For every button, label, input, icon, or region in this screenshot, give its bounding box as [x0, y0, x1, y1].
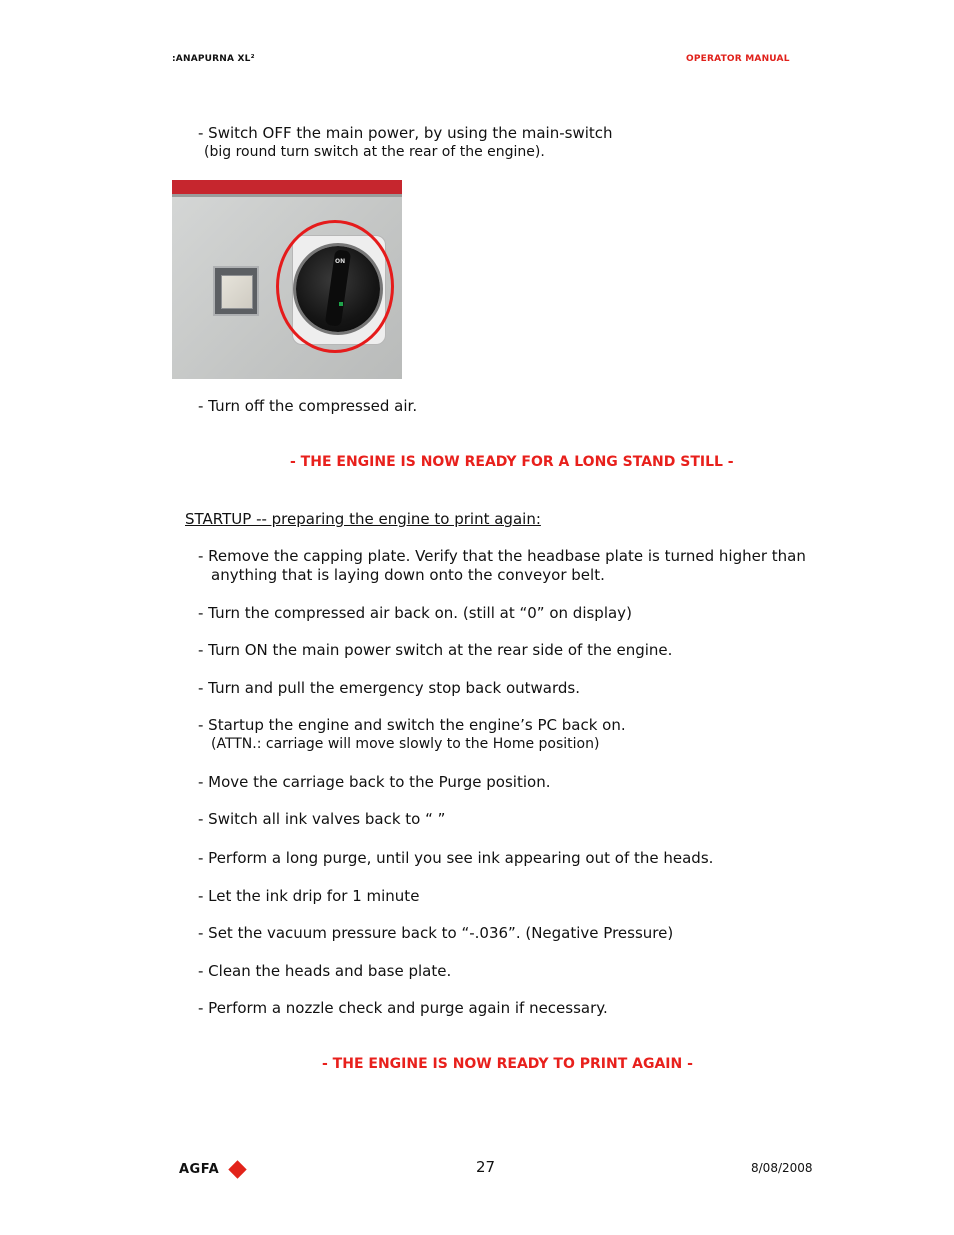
startup-step: - Let the ink drip for 1 minute: [198, 887, 420, 905]
alert-standstill: - THE ENGINE IS NOW READY FOR A LONG STAND STILL -: [290, 454, 734, 470]
startup-step: - Clean the heads and base plate.: [198, 962, 452, 980]
highlight-circle: [276, 220, 394, 353]
switch-on-label: ON: [335, 258, 346, 265]
startup-step: - Perform a nozzle check and purge again if necessary.: [198, 999, 608, 1017]
startup-step: - Remove the capping plate. Verify that the headbase plate is turned higher than: [198, 547, 806, 565]
machine-red-trim: [172, 180, 402, 194]
agfa-logo: [179, 1160, 251, 1182]
startup-step: - Switch all ink valves back to “ ”: [198, 810, 446, 828]
alert-ready-to-print: - THE ENGINE IS NOW READY TO PRINT AGAIN -: [322, 1056, 693, 1072]
startup-step: - Turn and pull the emergency stop back outwards.: [198, 679, 580, 697]
startup-step: - Turn ON the main power switch at the rear side of the engine.: [198, 641, 673, 659]
startup-step: - Set the vacuum pressure back to “-.036”. (Negative Pressure): [198, 924, 674, 942]
page-number: 27: [476, 1158, 496, 1176]
step-switch-off-power-note: (big round turn switch at the rear of the engine).: [204, 144, 545, 160]
indicator-lamp: [213, 266, 259, 316]
startup-step-note: (ATTN.: carriage will move slowly to the Home position): [211, 736, 600, 752]
header-manual-title: OPERATOR MANUAL: [686, 54, 790, 64]
header-product-name: :ANAPURNA XL²: [172, 54, 255, 64]
step-switch-off-power: - Switch OFF the main power, by using the main-switch: [198, 124, 613, 142]
startup-heading: STARTUP -- preparing the engine to print again:: [185, 510, 541, 528]
document-date: 8/08/2008: [751, 1161, 813, 1175]
startup-step: - Perform a long purge, until you see ink appearing out of the heads.: [198, 849, 714, 867]
startup-step-continuation: anything that is laying down onto the conveyor belt.: [211, 566, 605, 584]
agfa-logo-text: AGFA: [179, 1162, 220, 1177]
step-air-off: - Turn off the compressed air.: [198, 397, 418, 415]
startup-step: - Startup the engine and switch the engine’s PC back on.: [198, 716, 626, 734]
lamp-lens: [221, 275, 253, 309]
main-switch-photo: [172, 180, 402, 379]
startup-step: - Turn the compressed air back on. (still at “0” on display): [198, 604, 632, 622]
agfa-diamond-icon: [228, 1160, 246, 1178]
startup-step: - Move the carriage back to the Purge position.: [198, 773, 551, 791]
